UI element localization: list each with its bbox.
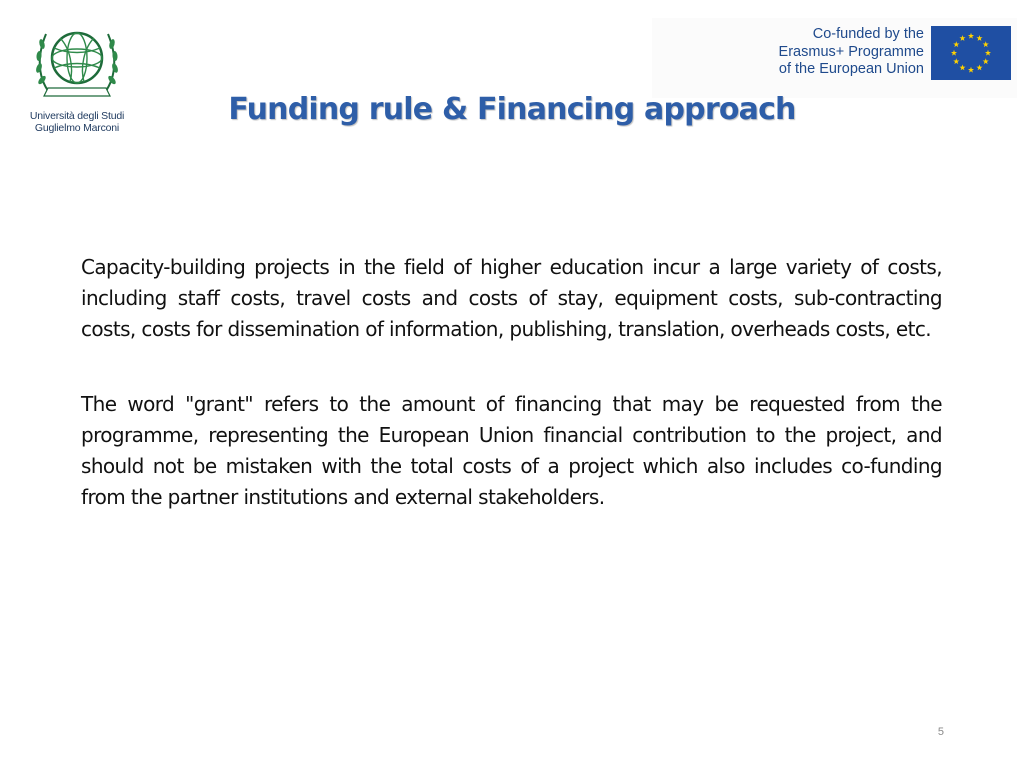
eu-star-icon [976, 35, 982, 41]
eu-flag-icon [931, 26, 1011, 80]
paragraph-grant: The word "grant" refers to the amount of financing that may be requested from the programme, representing the European Union financial contribution to the project, and should not be mistaken with the total costs of a project which also includes co-funding from the partner institutions and external stakeholders. [81, 392, 942, 509]
eu-star-icon [951, 50, 957, 56]
university-name-line2: Guglielmo Marconi [34, 122, 120, 134]
eu-star-icon [985, 50, 991, 56]
eu-star-icon [953, 58, 959, 64]
eu-star-icon [983, 58, 989, 64]
university-name-line1: Università degli Studi [29, 110, 125, 122]
eu-star-icon [976, 65, 982, 71]
eu-star-icon [959, 65, 965, 71]
erasmus-text-line1: Co-funded by the [812, 26, 924, 42]
slide-body [81, 252, 942, 513]
eu-star-icon [953, 41, 959, 47]
eu-star-icon [959, 35, 965, 41]
page-number: 5 [937, 726, 944, 738]
eu-star-icon [983, 41, 989, 47]
erasmus-cofunding-text [756, 26, 924, 79]
erasmus-text-line2: Erasmus+ Programme [778, 43, 924, 60]
paragraph-costs: Capacity-building projects in the field of higher education incur a large variety of costs, including staff costs, travel costs and costs of stay, equipment costs, sub-contracting costs, costs for dissemination of information, publishing, translation, overheads costs, etc. [81, 255, 942, 341]
eu-star-icon [968, 33, 974, 39]
slide-title: Funding rule & Financing approach [228, 92, 796, 127]
erasmus-text-line3: of the European Union [778, 61, 924, 77]
eu-stars-icon [931, 26, 1011, 80]
eu-star-icon [968, 67, 974, 73]
erasmus-cofunding-banner [652, 18, 1017, 98]
